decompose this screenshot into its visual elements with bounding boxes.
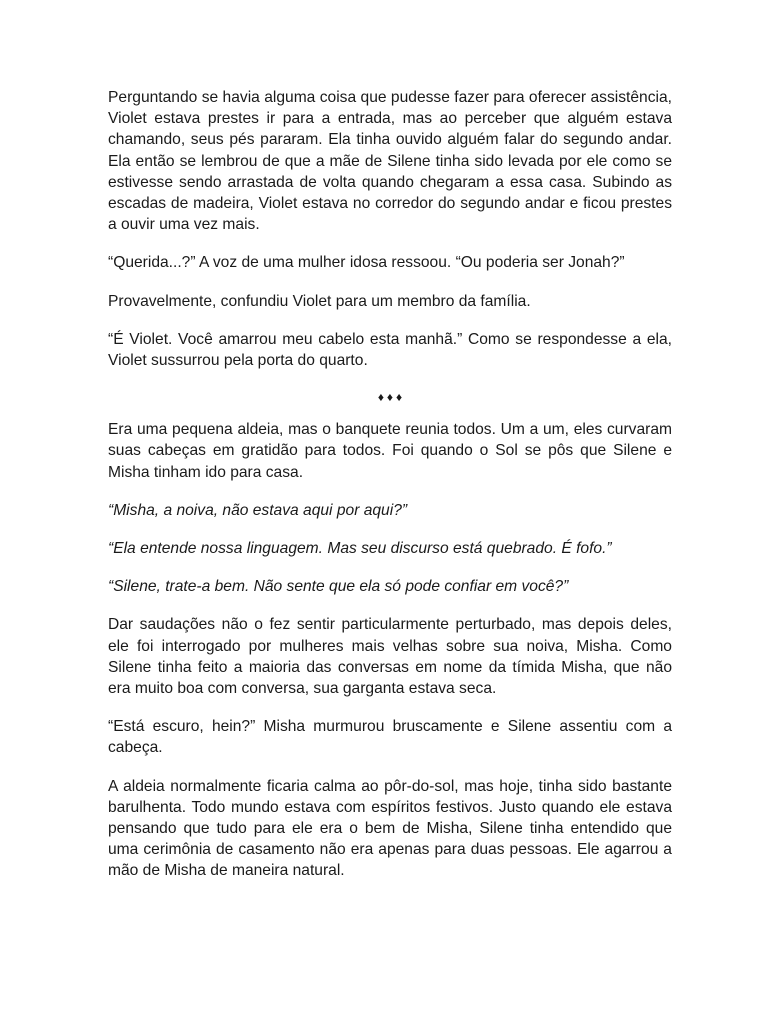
paragraph-saudacoes: Dar saudações não o fez sentir particularmente perturbado, mas depois deles, ele foi interrogado por mulheres mais velhas sobre sua noiva, Misha. Como Silene tinha feito a maioria das conversas em nome da tímida Misha, que não era muito boa com conversa, sua garganta estava seca. (108, 616, 672, 698)
paragraph-violet-stairs: Perguntando se havia alguma coisa que pudesse fazer para oferecer assistência, Violet estava prestes ir para a entrada, mas ao perceber que alguém estava chamando, seus pés pararam. Ela tinha ouvido alguém falar do segundo andar. Ela então se lembrou de que a mãe de Silene tinha sido levada por ele como se estivesse sendo arrastada de volta quando chegaram a essa casa. Subindo as escadas de madeira, Violet estava no corredor do segundo andar e ficou prestes a ouvir uma vez mais. (108, 89, 672, 234)
paragraph-confused-family: Provavelmente, confundiu Violet para um membro da família. (108, 292, 531, 310)
paragraph-italic-trate: “Silene, trate-a bem. Não sente que ela só pode confiar em você?” (108, 578, 569, 596)
paragraph-dialogue-escuro: “Está escuro, hein?” Misha murmurou bruscamente e Silene assentiu com a cabeça. (108, 718, 672, 757)
paragraph-aldeia-festiva: A aldeia normalmente ficaria calma ao pôr-do-sol, mas hoje, tinha sido bastante barulhenta. Todo mundo estava com espíritos festivos. Justo quando ele estava pensando que tudo para ele era o bem de Misha, Silene tinha entendido que uma cerimônia de casamento não era apenas para duas pessoas. Ele agarrou a mão de Misha de maneira natural. (108, 777, 672, 880)
paragraph-banquet: Era uma pequena aldeia, mas o banquete reunia todos. Um a um, eles curvaram suas cabeças em gratidão para todos. Foi quando o Sol se pôs que Silene e Misha tinham ido para casa. (108, 421, 672, 481)
section-separator: ♦♦♦ (377, 390, 406, 405)
paragraph-italic-noiva: “Misha, a noiva, não estava aqui por aqui?” (108, 501, 408, 519)
document-page (108, 87, 672, 899)
paragraph-dialogue-violet: “É Violet. Você amarrou meu cabelo esta manhã.” Como se respondesse a ela, Violet sussurrou pela porta do quarto. (108, 330, 672, 370)
paragraph-italic-linguagem: “Ela entende nossa linguagem. Mas seu discurso está quebrado. É fofo.” (108, 540, 612, 558)
paragraph-dialogue-querida: “Querida...?” A voz de uma mulher idosa ressoou. “Ou poderia ser Jonah?” (108, 254, 625, 272)
